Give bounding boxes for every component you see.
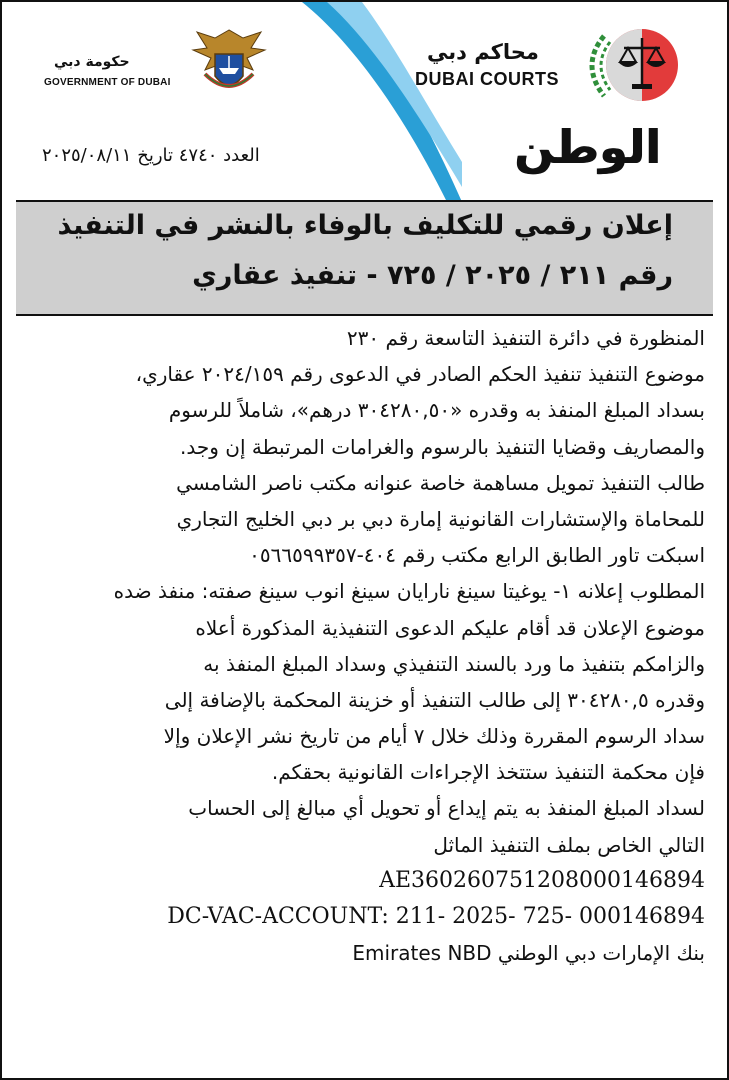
body-line: موضوع التنفيذ تنفيذ الحكم الصادر في الدعوى رقم ٢٠٢٤/١٥٩ عقاري، [135, 362, 705, 387]
notice-title-line-2: رقم ٢١١ / ٢٠٢٥ / ٧٢٥ - تنفيذ عقاري [192, 260, 673, 291]
body-line: للمحاماة والإستشارات القانونية إمارة دبي بر دبي الخليج التجاري [176, 506, 705, 531]
body-line: سداد الرسوم المقررة وذلك خلال ٧ أيام من تاريخ نشر الإعلان وإلا [163, 724, 705, 749]
body-line: طالب التنفيذ تمويل مساهمة خاصة عنوانه مكتب ناصر الشامسي [176, 470, 705, 495]
notice-title-box [16, 200, 713, 316]
body-line: اسبكت تاور الطابق الرابع مكتب رقم ٤٠٤-٠٥٦٦٥٩٩٣٥٧ [249, 543, 705, 568]
iban-number: AE360260751208000146894 [379, 867, 705, 893]
header [2, 2, 727, 202]
account-number: DC-VAC-ACCOUNT: 211- 2025- 725- 000146894 [167, 904, 705, 929]
bank-name: بنك الإمارات دبي الوطني Emirates NBD [352, 941, 705, 966]
body-line: والزامكم بتنفيذ ما ورد بالسند التنفيذي وسداد المبلغ المنفذ به [203, 651, 705, 676]
body-line: فإن محكمة التنفيذ ستتخذ الإجراءات القانونية بحقكم. [271, 760, 705, 785]
government-name-arabic: حكومة دبي [54, 54, 130, 70]
body-line: والمصاريف وقضايا التنفيذ بالرسوم والغرامات المرتبطة إن وجد. [180, 434, 705, 459]
notice-body [20, 320, 705, 971]
courts-name-english: DUBAI COURTS [415, 69, 559, 89]
dubai-emblem-icon [185, 24, 273, 96]
government-name-english: GOVERNMENT OF DUBAI [44, 77, 171, 88]
newspaper-masthead: الوطن [514, 120, 661, 174]
issue-date: العدد ٤٧٤٠ تاريخ ٢٠٢٥/٠٨/١١ [42, 145, 260, 166]
body-line: بسداد المبلغ المنفذ به وقدره «٣٠٤٢٨٠,٥٠ درهم»، شاملاً للرسوم [168, 398, 705, 423]
body-line: التالي الخاص بملف التنفيذ الماثل [433, 832, 705, 857]
body-line: وقدره ٣٠٤٢٨٠,٥ إلى طالب التنفيذ أو خزينة المحكمة بالإضافة إلى [164, 687, 705, 712]
notice-title-line-1: إعلان رقمي للتكليف بالوفاء بالنشر في التنفيذ [57, 210, 673, 241]
body-line: موضوع الإعلان قد أقام عليكم الدعوى التنفيذية المذكورة أعلاه [195, 615, 705, 640]
dubai-courts-logo-icon [564, 24, 690, 106]
courts-name-arabic: محاكم دبي [427, 40, 539, 64]
body-line: المطلوب إعلانه ١- يوغيتا سينغ نارايان سينغ انوب سينغ صفته: منفذ ضده [113, 579, 705, 604]
swoosh-graphic [272, 2, 462, 202]
body-line: المنظورة في دائرة التنفيذ التاسعة رقم ٢٣٠ [346, 326, 705, 350]
body-line: لسداد المبلغ المنفذ به يتم إيداع أو تحويل أي مبالغ إلى الحساب [188, 796, 705, 821]
